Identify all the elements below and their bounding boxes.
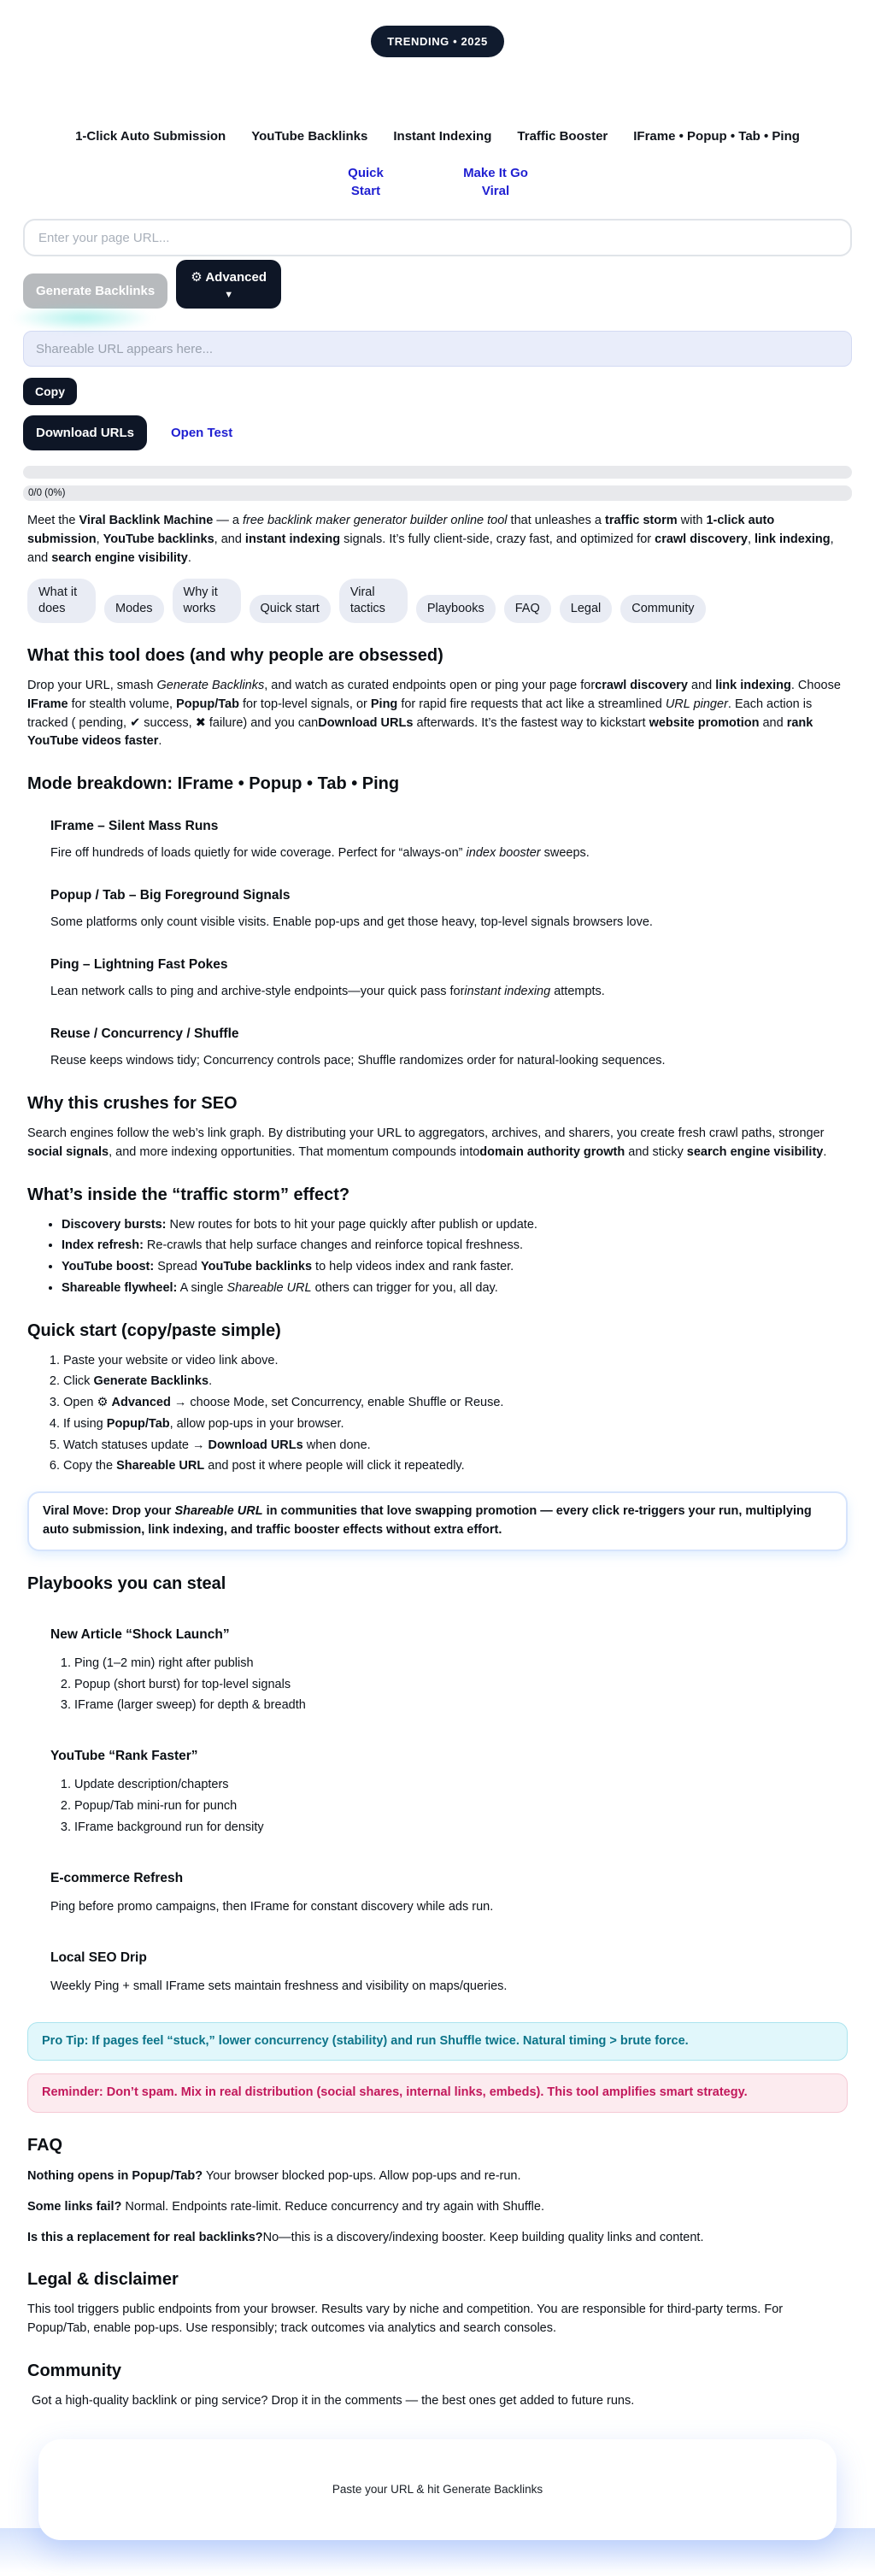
- mode-card-title: Reuse / Concurrency / Shuffle: [50, 1026, 239, 1042]
- faq-item-popup-blocked: Nothing opens in Popup/Tab? Your browser blocked pop-ups. Allow pop-ups and re-run.: [27, 2169, 521, 2184]
- faq-heading: FAQ: [27, 2136, 63, 2155]
- playbook-step: 3. IFrame (larger sweep) for depth & breadth: [74, 1697, 848, 1715]
- playbook-title: New Article “Shock Launch”: [50, 1626, 230, 1642]
- section-chips-row: [27, 579, 848, 623]
- footer: [0, 2439, 875, 2576]
- feature-keyword-instant-indexing: Instant Indexing: [393, 129, 492, 144]
- playbook-step: 2. Popup/Tab mini-run for punch: [74, 1797, 848, 1816]
- feature-keyword-youtube-backlinks: YouTube Backlinks: [251, 129, 368, 144]
- chip-why-it-works[interactable]: Why it works: [173, 579, 241, 623]
- storm-bullet-shareable-flywheel: • Shareable flywheel: A single Shareable URL others can trigger for you, all day.: [62, 1279, 848, 1298]
- playbook-card-shock-launch: [27, 1625, 848, 1716]
- faq-item-links-fail: Some links fail? Normal. Endpoints rate-limit. Reduce concurrency and try again with Shuffle.: [27, 2199, 544, 2214]
- viral-move-callout: Viral Move: Drop your Shareable URL in communities that love swapping promotion — every click re-triggers your run, multiplying auto submission, link indexing, and traffic booster effects without extra effort.: [27, 1491, 848, 1551]
- feature-keyword-traffic-booster: Traffic Booster: [517, 129, 608, 144]
- chip-viral-tactics[interactable]: Viral tactics: [339, 579, 408, 623]
- mode-card-popup-tab: [27, 885, 848, 932]
- playbook-step: 1. Update description/chapters: [74, 1776, 848, 1795]
- footer-card: [38, 2439, 837, 2540]
- quick-start-steps: [27, 1352, 848, 1477]
- chip-faq[interactable]: FAQ: [504, 595, 551, 623]
- quick-step: 4. If using Popup/Tab, allow pop-ups in your browser.: [63, 1415, 848, 1434]
- pro-tip-callout: Pro Tip: If pages feel “stuck,” lower concurrency (stability) and run Shuffle twice. Natural timing > brute force.: [27, 2022, 848, 2061]
- faq-item-replacement: Is this a replacement for real backlinks?No—this is a discovery/indexing booster. Keep building quality links and content.: [27, 2230, 704, 2244]
- mode-card-body: Lean network calls to ping and archive-style endpoints—your quick pass forinstant indexing attempts.: [50, 985, 605, 999]
- playbook-body: Weekly Ping + small IFrame sets maintain freshness and visibility on maps/queries.: [50, 1979, 508, 1993]
- feature-keyword-modes: IFrame • Popup • Tab • Ping: [633, 129, 800, 144]
- playbook-body: Ping before promo campaigns, then IFrame for constant discovery while ads run.: [50, 1899, 494, 1914]
- chip-modes[interactable]: Modes: [104, 595, 164, 623]
- quick-step: 2. Click Generate Backlinks.: [63, 1373, 848, 1391]
- quick-start-link[interactable]: Quick Start: [348, 166, 384, 198]
- playbook-title: YouTube “Rank Faster”: [50, 1749, 198, 1764]
- storm-bullet-youtube-boost: • YouTube boost: Spread YouTube backlinks to help videos index and rank faster.: [62, 1258, 848, 1277]
- quick-step: 5. Watch statuses update → Download URLs when done.: [63, 1437, 848, 1456]
- seo-paragraph: Search engines follow the web’s link graph. By distributing your URL to aggregators, archives, and sharers, you create fresh crawl paths, stronger social signals, and more indexing opportunities. That momentum compounds intodomain authority growth and sticky search engine visibility.: [27, 1126, 827, 1159]
- top-links-row: [0, 164, 875, 200]
- page-url-input[interactable]: [23, 219, 852, 256]
- progress-status-bar: 0/0 (0%): [23, 485, 852, 501]
- feature-keyword-auto-submission: 1-Click Auto Submission: [75, 129, 226, 144]
- legal-paragraph: This tool triggers public endpoints from your browser. Results vary by niche and competition. You are responsible for third-party terms. For Popup/Tab, enable pop-ups. Use responsibly; track outcomes via analytics and search consoles.: [27, 2303, 784, 2336]
- shareable-url-output[interactable]: [23, 331, 852, 367]
- quick-step: 3. Open ⚙ Advanced → choose Mode, set Concurrency, enable Shuffle or Reuse.: [63, 1394, 848, 1413]
- playbook-step: 3. IFrame background run for density: [74, 1819, 848, 1838]
- quick-start-heading: Quick start (copy/paste simple): [27, 1320, 281, 1340]
- chip-what-it-does[interactable]: What it does: [27, 579, 96, 623]
- playbook-card-rank-faster: [27, 1746, 848, 1838]
- hero-header: [0, 0, 875, 200]
- chip-community[interactable]: Community: [620, 595, 705, 623]
- storm-bullet-index-refresh: • Index refresh: Re-crawls that help surface changes and reinforce topical freshness.: [62, 1237, 848, 1256]
- download-row: [23, 415, 852, 450]
- mode-card-body: Fire off hundreds of loads quietly for wide coverage. Perfect for “always-on” index booster sweeps.: [50, 846, 590, 861]
- quick-step: 6. Copy the Shareable URL and post it where people will click it repeatedly.: [63, 1457, 848, 1476]
- community-heading: Community: [27, 2361, 121, 2380]
- mode-card-title: Ping – Lightning Fast Pokes: [50, 957, 228, 973]
- open-test-link[interactable]: Open Test: [171, 426, 233, 441]
- make-it-go-viral-link[interactable]: Make It Go Viral: [463, 166, 528, 198]
- mode-card-body: Some platforms only count visible visits. Enable pop-ups and get those heavy, top-level signals browsers love.: [50, 915, 653, 930]
- playbook-steps: [50, 1655, 848, 1715]
- modes-heading: Mode breakdown: IFrame • Popup • Tab • Ping: [27, 774, 400, 794]
- mode-card-reuse-concurrency-shuffle: [27, 1024, 848, 1071]
- what-heading: What this tool does (and why people are obsessed): [27, 646, 443, 666]
- legal-heading: Legal & disclaimer: [27, 2270, 179, 2290]
- chip-quick-start[interactable]: Quick start: [250, 595, 331, 623]
- playbook-step: 2. Popup (short burst) for top-level signals: [74, 1676, 848, 1695]
- community-paragraph: Got a high-quality backlink or ping service? Drop it in the comments — the best ones get added to future runs.: [32, 2393, 635, 2408]
- footer-note: Paste your URL & hit Generate Backlinks: [332, 2483, 543, 2497]
- generate-backlinks-button[interactable]: Generate Backlinks: [23, 273, 167, 309]
- seo-article: [0, 501, 875, 2410]
- mode-card-title: IFrame – Silent Mass Runs: [50, 819, 219, 834]
- advanced-button-label: [191, 268, 267, 288]
- playbooks-heading: Playbooks you can steal: [27, 1573, 226, 1593]
- quick-step: 1. Paste your website or video link above.: [63, 1352, 848, 1371]
- mode-card-iframe: [27, 816, 848, 863]
- copy-button[interactable]: Copy: [23, 378, 77, 405]
- mode-card-body: Reuse keeps windows tidy; Concurrency controls pace; Shuffle randomizes order for natural-looking sequences.: [50, 1054, 666, 1068]
- backlink-tool-panel: [0, 219, 875, 501]
- seo-heading: Why this crushes for SEO: [27, 1094, 238, 1114]
- reminder-callout: Reminder: Don’t spam. Mix in real distribution (social shares, internal links, embeds). This tool amplifies smart strategy.: [27, 2073, 848, 2113]
- chip-playbooks[interactable]: Playbooks: [416, 595, 496, 623]
- storm-bullet-discovery: • Discovery bursts: New routes for bots to hit your page quickly after publish or update.: [62, 1216, 848, 1235]
- what-paragraph: Drop your URL, smash Generate Backlinks, and watch as curated endpoints open or ping your page forcrawl discovery and link indexing. Choose IFrame for stealth volume, Popup/Tab for top-level signals, or Ping for rapid fire requests that act like a streamlined URL pinger. Each action is tracked ( pending, ✔ success, ✖ failure) and you canDownload URLs afterwards. It’s the fastest way to kickstart website promotion and rank YouTube videos faster.: [27, 679, 841, 749]
- download-urls-button[interactable]: Download URLs: [23, 415, 147, 450]
- playbook-card-ecommerce-refresh: [27, 1868, 848, 1917]
- playbook-title: E-commerce Refresh: [50, 1870, 184, 1885]
- trending-badge: TRENDING • 2025: [371, 26, 504, 57]
- intro-paragraph: Meet the Viral Backlink Machine — a free backlink maker generator builder online tool that unleashes a traffic storm with 1-click auto submission, YouTube backlinks, and instant indexing signals. It’s fully client-side, crazy fast, and optimized for crawl discovery, link indexing, and search engine visibility.: [27, 514, 834, 565]
- traffic-storm-list: [27, 1216, 848, 1298]
- advanced-label-text: Advanced: [205, 270, 267, 285]
- gear-icon: ⚙: [191, 270, 203, 285]
- advanced-toggle-button[interactable]: [176, 260, 281, 309]
- playbook-steps: [50, 1776, 848, 1837]
- traffic-storm-heading: What’s inside the “traffic storm” effect?: [27, 1185, 350, 1204]
- chip-legal[interactable]: Legal: [560, 595, 612, 623]
- playbook-step: 1. Ping (1–2 min) right after publish: [74, 1655, 848, 1673]
- progress-bar: [23, 466, 852, 479]
- feature-keywords-row: [0, 129, 875, 144]
- playbook-title: Local SEO Drip: [50, 1950, 147, 1965]
- mode-card-ping: [27, 955, 848, 1002]
- playbook-card-local-seo-drip: [27, 1948, 848, 1997]
- action-button-row: [23, 260, 852, 309]
- mode-card-title: Popup / Tab – Big Foreground Signals: [50, 888, 291, 903]
- chevron-down-icon: ▼: [224, 289, 234, 300]
